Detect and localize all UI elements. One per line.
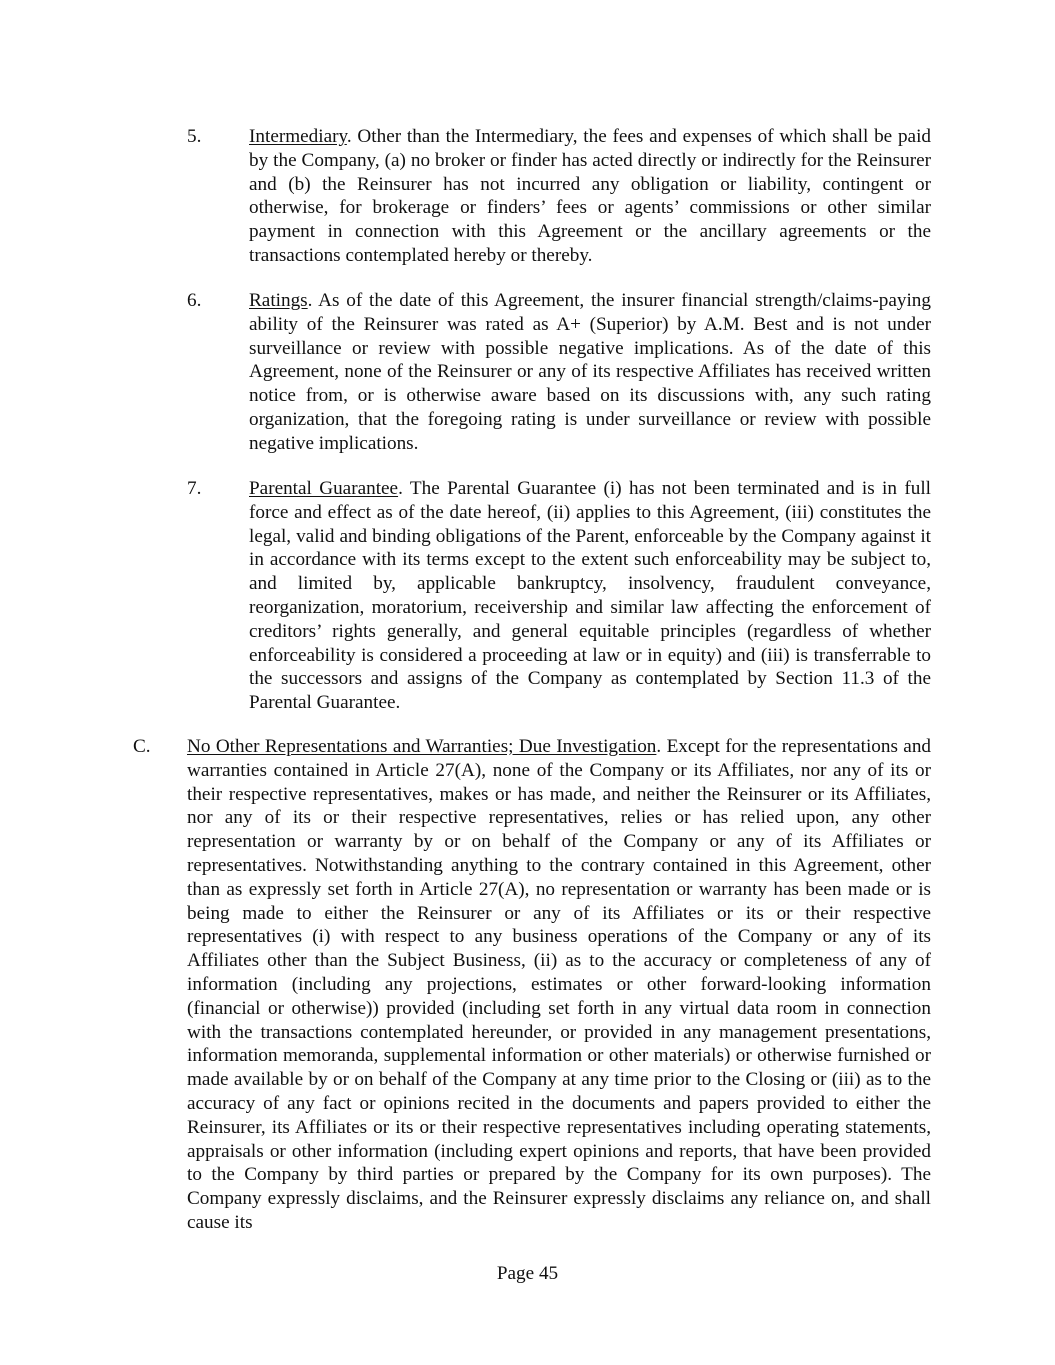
item-5-number: 5. <box>187 126 202 147</box>
section-c-number: C. <box>133 736 151 757</box>
item-5-text: . Other than the Intermediary, the fees and expenses of which shall be paid by the Company, (a) no broker or finder has acted directly or indirectly for the Reinsurer and (b) the Reinsurer has not incurred any obligation or liability, contingent or otherwise, for brokerage or finders’ fees or agents’ commissions or other similar payment in connection with this Agreement or the ancillary agreements or the transactions contemplated hereby or thereby. <box>249 126 931 266</box>
item-7-heading: Parental Guarantee <box>249 478 399 499</box>
item-6-number: 6. <box>187 290 202 311</box>
section-c-text: . Except for the representations and warranties contained in Article 27(A), none of the Company or its Affiliates, nor any of its or their respective representatives, makes or has made, and neither the Reinsurer or its Affiliates, nor any of its or their respective representatives, relies or has relied upon, any other representation or warranty by or on behalf of the Company or any of its Affiliates or representatives. Notwithstanding anything to the contrary contained in this Agreement, other than as expressly set forth in Article 27(A), no representation or warranty has been made or is being made to either the Reinsurer or any of its Affiliates or its or their respective representatives (i) with respect to any business operations of the Company or any of its Affiliates other than the Subject Business, (ii) as to the accuracy or completeness of any of information (including any projections, estimates or other forward-looking information (financial or otherwise)) provided (including set forth in any virtual data room in connection with the transactions contemplated hereunder, or provided in any management presentations, information memoranda, supplemental information or other materials) or otherwise furnished or made available by or on behalf of the Company at any time prior to the Closing or (iii) as to the accuracy of any fact or opinions recited in the documents and papers provided to either the Reinsurer, its Affiliates or its or their respective representatives including operating statements, appraisals or other information (including expert opinions and reports, that have been provided to the Company by third parties or prepared by the Company for its own purposes). The Company expressly disclaims, and the Reinsurer expressly disclaims any reliance on, and shall cause its <box>187 736 932 1233</box>
item-7-paragraph <box>249 477 931 715</box>
page-number: Page 45 <box>496 1263 559 1284</box>
item-5-heading: Intermediary <box>249 126 347 147</box>
item-5-paragraph <box>249 125 931 268</box>
item-6-paragraph <box>249 289 931 456</box>
item-6-heading: Ratings <box>249 290 308 311</box>
section-c-heading: No Other Representations and Warranties; Due Investigation <box>187 736 657 757</box>
item-7-number: 7. <box>187 478 202 499</box>
item-6-text: . As of the date of this Agreement, the insurer financial strength/claims-paying ability of the Reinsurer was rated as A+ (Superior) by A.M. Best and is not under surveillance or review with possible negative implications. As of the date of this Agreement, none of the Reinsurer or any of its respective Affiliates has received written notice from, or is otherwise aware based on its discussions with, any such rating organization, that the foregoing rating is under surveillance or review with possible negative implications. <box>249 290 931 454</box>
item-7-text: . The Parental Guarantee (i) has not been terminated and is in full force and effect as of the date hereof, (ii) applies to this Agreement, (iii) constitutes the legal, valid and binding obligations of the Parent, enforceable by the Company against it in accordance with its terms except to the extent such enforceability may be subject to, and limited by, applicable bankruptcy, insolvency, fraudulent conveyance, reorganization, moratorium, receivership and similar law affecting the enforcement of creditors’ rights generally, and general equitable principles (regardless of whether enforceability is considered a proceeding at law or in equity) and (iii) is transferrable to the successors and assigns of the Company as contemplated by Section 11.3 of the Parental Guarantee. <box>249 478 931 714</box>
section-c-paragraph <box>187 735 931 1235</box>
